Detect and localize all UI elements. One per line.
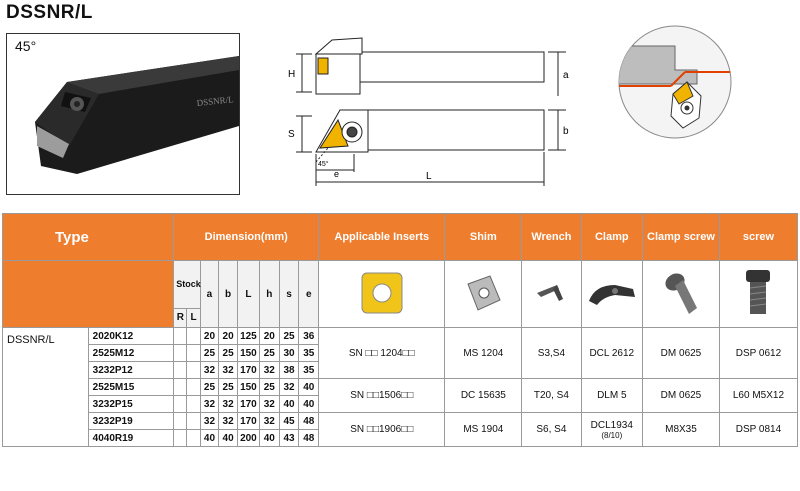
- model-cell: 3232P12: [88, 362, 174, 379]
- stock-header: Stock: [174, 261, 200, 309]
- dim-cell: 150: [237, 345, 259, 362]
- dim-cell: 40: [200, 430, 219, 447]
- dim-cell: 45: [279, 413, 299, 430]
- label-s: S: [288, 129, 295, 140]
- screw-cell: DSP 0612: [719, 328, 797, 379]
- dim-col-l: L: [237, 261, 259, 328]
- clamp-screw-image: [643, 261, 720, 328]
- type-header: Type: [3, 214, 174, 261]
- insert-cell: SN □□ 1204□□: [319, 328, 445, 379]
- dim-cell: 40: [259, 430, 279, 447]
- acc-header-clamp-screw: Clamp screw: [643, 214, 720, 261]
- dim-cell: 40: [279, 396, 299, 413]
- label-b: b: [563, 126, 569, 137]
- tool-holder-image: [7, 34, 239, 194]
- dim-cell: 32: [259, 396, 279, 413]
- tool-photo: [6, 33, 240, 195]
- dim-cell: 25: [259, 345, 279, 362]
- shim-cell: MS 1904: [445, 413, 522, 447]
- wrench-image: [522, 261, 581, 328]
- clamp-image: [581, 261, 642, 328]
- screw-cell: DSP 0814: [719, 413, 797, 447]
- dim-cell: 20: [219, 328, 238, 345]
- label-l: L: [426, 171, 432, 182]
- wrench-cell: S6, S4: [522, 413, 581, 447]
- label-a: a: [563, 70, 569, 81]
- dim-cell: 32: [259, 362, 279, 379]
- dim-cell: 48: [299, 430, 319, 447]
- dimension-header: Dimension(mm): [174, 214, 319, 261]
- dim-cell: 36: [299, 328, 319, 345]
- model-cell: 4040R19: [88, 430, 174, 447]
- dim-cell: 32: [219, 413, 238, 430]
- dim-cell: 32: [200, 413, 219, 430]
- shim-image: [445, 261, 522, 328]
- dim-cell: 40: [299, 379, 319, 396]
- wrench-cell: T20, S4: [522, 379, 581, 413]
- model-cell: 2525M15: [88, 379, 174, 396]
- dim-cell: 170: [237, 396, 259, 413]
- table-row: [3, 379, 798, 396]
- acc-header-clamp: Clamp: [581, 214, 642, 261]
- dim-cell: 35: [299, 345, 319, 362]
- shim-cell: MS 1204: [445, 328, 522, 379]
- wrench-cell: S3,S4: [522, 328, 581, 379]
- dim-cell: 35: [299, 362, 319, 379]
- dim-cell: 30: [279, 345, 299, 362]
- dim-cell: 20: [259, 328, 279, 345]
- dim-cell: 32: [219, 396, 238, 413]
- dim-col-s: s: [279, 261, 299, 328]
- dim-cell: 25: [200, 345, 219, 362]
- detail-view: [617, 24, 733, 140]
- dim-cell: 40: [219, 430, 238, 447]
- clamp-cell: DLM 5: [581, 379, 642, 413]
- label-angle: 45°: [318, 161, 329, 168]
- shim-icon: [460, 270, 506, 316]
- screw-cell: L60 M5X12: [719, 379, 797, 413]
- model-cell: 2020K12: [88, 328, 174, 345]
- dim-col-h: h: [259, 261, 279, 328]
- clamp-icon: [585, 275, 639, 311]
- dim-cell: 20: [200, 328, 219, 345]
- table-row: [3, 413, 798, 430]
- dim-cell: 48: [299, 413, 319, 430]
- insert-cell: SN □□1906□□: [319, 413, 445, 447]
- acc-header-wrench: Wrench: [522, 214, 581, 261]
- model-cell: 2525M12: [88, 345, 174, 362]
- screw-icon: [743, 266, 773, 320]
- dim-cell: 170: [237, 413, 259, 430]
- dim-col-b: b: [219, 261, 238, 328]
- insert-image: [319, 261, 445, 328]
- screw-image: [719, 261, 797, 328]
- acc-header-screw: screw: [719, 214, 797, 261]
- dim-cell: 25: [219, 345, 238, 362]
- page-title: DSSNR/L: [6, 2, 93, 23]
- dim-cell: 25: [200, 379, 219, 396]
- clamp-screw-cell: DM 0625: [643, 328, 720, 379]
- dim-cell: 150: [237, 379, 259, 396]
- clamp-note: (8/10): [601, 430, 623, 440]
- dim-cell: 32: [259, 413, 279, 430]
- acc-header-shim: Shim: [445, 214, 522, 261]
- dim-cell: 32: [200, 396, 219, 413]
- clamp-screw-cell: DM 0625: [643, 379, 720, 413]
- stock-col-l: L: [187, 308, 200, 328]
- clamp-cell: DCL 2612: [581, 328, 642, 379]
- dim-cell: 25: [219, 379, 238, 396]
- table-row: [3, 328, 798, 345]
- model-cell: 3232P19: [88, 413, 174, 430]
- label-h: H: [288, 69, 296, 80]
- shim-cell: DC 15635: [445, 379, 522, 413]
- dim-cell: 32: [200, 362, 219, 379]
- insert-icon: [358, 269, 406, 317]
- acc-header-inserts: Applicable Inserts: [319, 214, 445, 261]
- dim-cell: 43: [279, 430, 299, 447]
- angle-label: 45°: [15, 38, 37, 54]
- clamp-cell: [581, 413, 642, 447]
- dim-cell: 40: [299, 396, 319, 413]
- dim-cell: 25: [259, 379, 279, 396]
- dim-cell: 170: [237, 362, 259, 379]
- clamp-code: DCL1934: [590, 419, 633, 431]
- clamp-screw-cell: M8X35: [643, 413, 720, 447]
- clamp-screw-icon: [661, 268, 701, 318]
- type-name: DSSNR/L: [3, 328, 89, 447]
- stock-col-r: R: [174, 308, 187, 328]
- label-e: e: [334, 169, 340, 179]
- dim-col-e: e: [299, 261, 319, 328]
- model-cell: 3232P15: [88, 396, 174, 413]
- insert-cell: SN □□1506□□: [319, 379, 445, 413]
- dim-col-a: a: [200, 261, 219, 328]
- dim-cell: 38: [279, 362, 299, 379]
- dim-cell: 32: [279, 379, 299, 396]
- technical-drawing: [276, 20, 569, 190]
- tool-engraving: DSSNR/L: [196, 94, 235, 108]
- dim-cell: 25: [279, 328, 299, 345]
- dim-cell: 32: [219, 362, 238, 379]
- spec-table: [2, 213, 798, 447]
- dim-cell: 200: [237, 430, 259, 447]
- wrench-icon: [531, 273, 571, 313]
- dim-cell: 125: [237, 328, 259, 345]
